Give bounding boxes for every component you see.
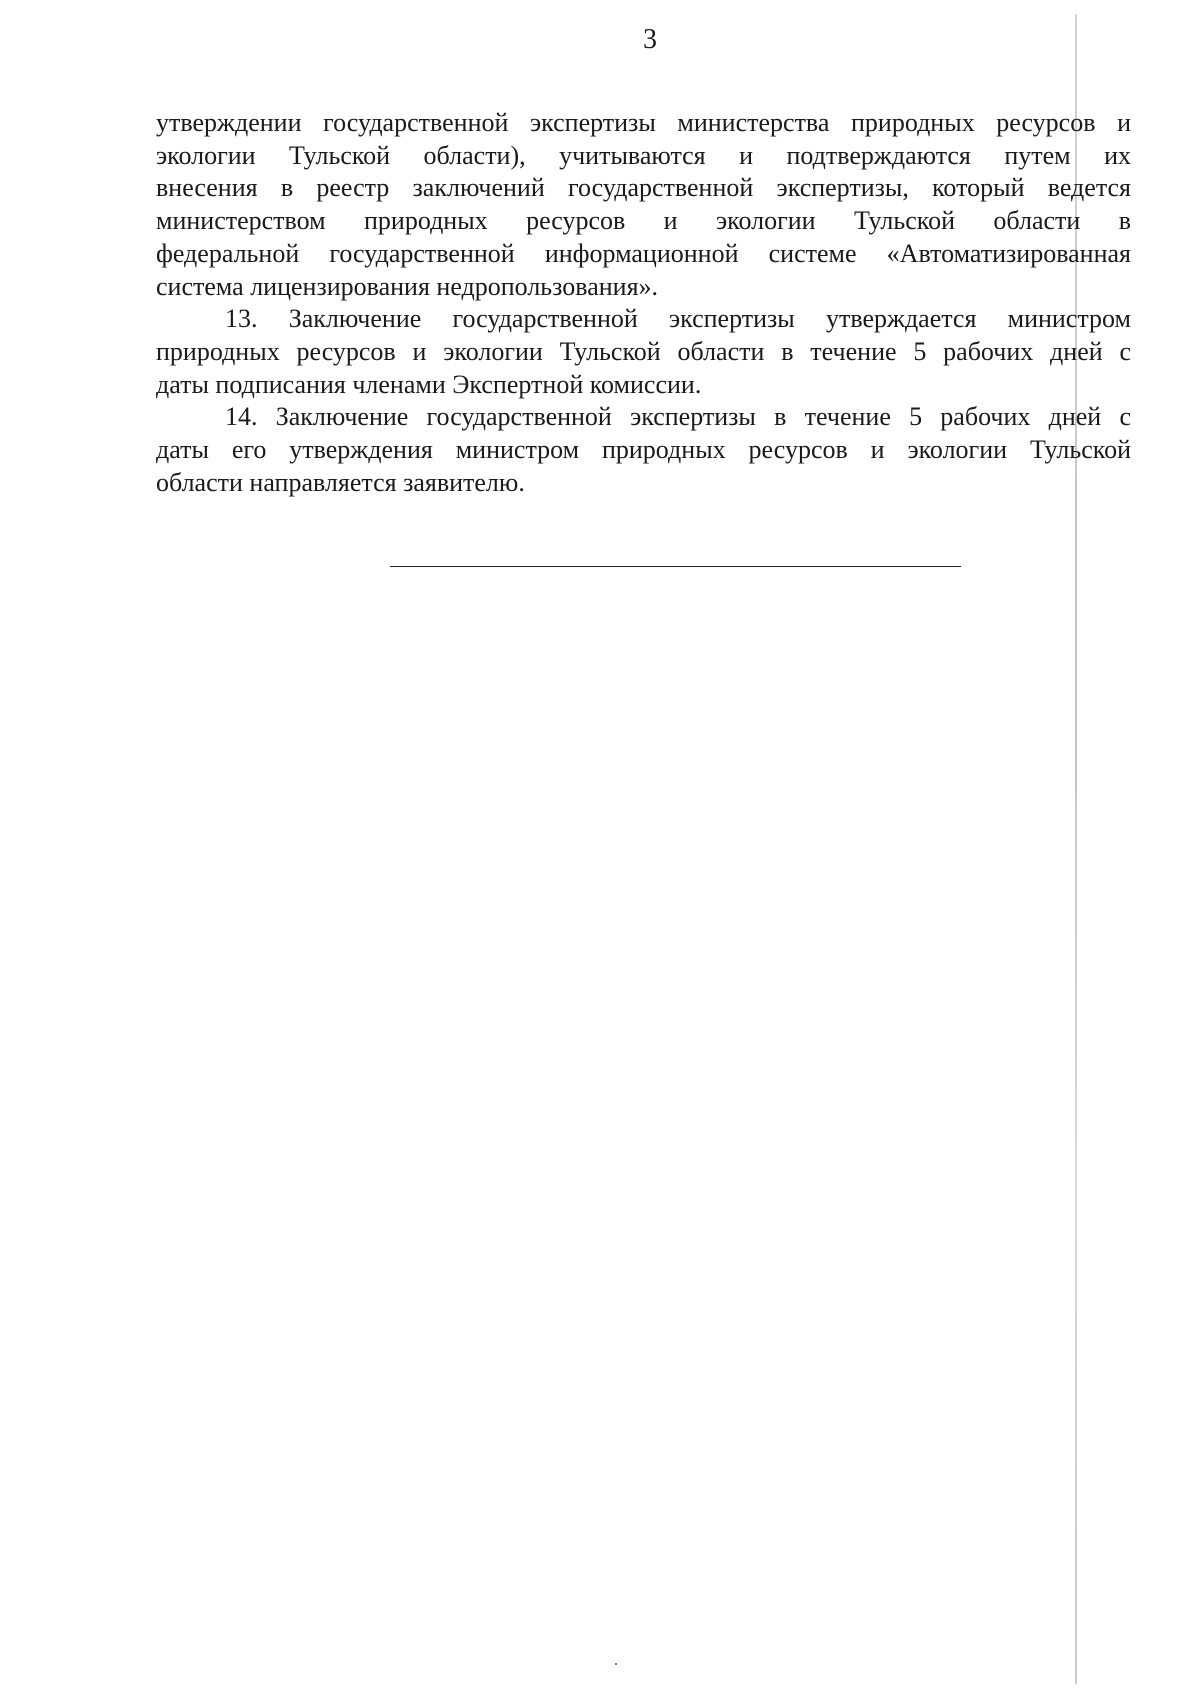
scan-speck — [615, 1663, 617, 1665]
text-line: внесения в реестр заключений государственной экспертизы, который ведется — [156, 173, 1131, 203]
text-line: природных ресурсов и экологии Тульской области в течение 5 рабочих дней с — [156, 336, 1131, 366]
text-line: 13. Заключение государственной экспертизы утверждается министром — [225, 304, 1131, 334]
text-line: федеральной государственной информационной системе «Автоматизированная — [156, 238, 1131, 268]
end-separator-line — [390, 566, 961, 567]
paragraph-item-13 — [156, 303, 1131, 401]
text-line: даты его утверждения министром природных ресурсов и экологии Тульской — [156, 435, 1131, 465]
page-number: 3 — [643, 24, 657, 55]
text-line: утверждении государственной экспертизы министерства природных ресурсов и — [156, 108, 1131, 137]
document-body — [156, 107, 1131, 499]
text-line: экологии Тульской области), учитываются и подтверждаются путем их — [156, 140, 1131, 170]
text-line: 14. Заключение государственной экспертизы в течение 5 рабочих дней с — [225, 402, 1131, 432]
paragraph-item-14 — [156, 401, 1131, 499]
text-line: даты подписания членами Экспертной комиссии. — [156, 369, 702, 399]
text-line: области направляется заявителю. — [156, 467, 525, 497]
paragraph-continuation — [156, 107, 1131, 303]
text-line: система лицензирования недропользования». — [156, 271, 659, 301]
text-line: министерством природных ресурсов и экологии Тульской области в — [156, 206, 1131, 236]
